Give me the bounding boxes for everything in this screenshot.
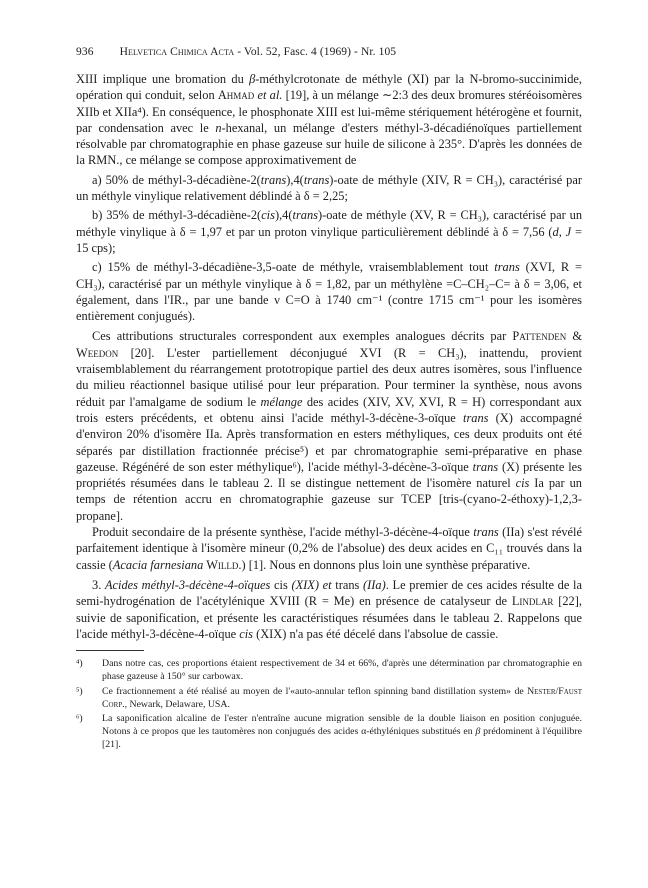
intro-paragraph: XIII implique une bromation du β-méthylcrotonate de méthyle (XI) par la N-bromo-succinimide, opération qui conduit, selon Ahmad et al. [19], à un mélange ∼2:3 des deux bromures stéréoisomères XIIb et XIIa⁴). En conséquence, le phosphonate XIII est lui-même stériquement hétérogène et fournit, par condensation avec le n-hexanal, un mélange d'esters méthyl-3-décadiénoïques partiellement résolvable par chromatographie en phase gazeuse sur huile de silicone à 235°. D'après les données de la RMN., ce mélange se compose approximativement de: [76, 72, 582, 168]
journal-details: - Vol. 52, Fasc. 4 (1969) - Nr. 105: [237, 46, 397, 58]
list-item-c: c) 15% de méthyl-3-décadiène-3,5-oate de méthyle, vraisemblablement tout trans (XVI, R = CH₃), caractérisé par un méthyle vinylique à δ = 1,82, par un méthylène =C–CH₂–C= à δ = 3,06, et également, dans l'IR., par une bande ν C=O à 1740 cm⁻¹ (contre 1715 cm⁻¹ pour les isomères entièrement conjugués).: [76, 260, 582, 324]
paragraph-byproduct: Produit secondaire de la présente synthèse, l'acide méthyl-3-décène-4-oïque trans (IIa) s'est révélé parfaitement identique à l'isomère mineur (0,2% de l'absolue) des deux acides en C₁₁ trouvés dans la cassie (Acacia farnesiana Willd.) [1]. Nous en donnons plus loin une synthèse préparative.: [76, 525, 582, 572]
journal-citation: [120, 46, 397, 58]
list-item-a: a) 50% de méthyl-3-décadiène-2(trans),4(trans)-oate de méthyle (XIV, R = CH₃), caractérisé par un méthyle vinylique relativement déblindé à δ = 2,25;: [76, 172, 582, 204]
article-body: [76, 71, 582, 642]
page-number: 936: [76, 46, 94, 58]
footnotes: [76, 657, 582, 751]
running-header: [76, 46, 582, 58]
footnote-6: ⁶) La saponification alcaline de l'ester n'entraîne aucune migration sensible de la double liaison en position conjuguée. Notons à ce propos que les tautomères non conjugués des acides α-éthyléniques substitués en β prédominent à l'équilibre [21].: [76, 712, 582, 751]
footnote-separator: [76, 650, 144, 651]
list-item-b: b) 35% de méthyl-3-décadiène-2(cis),4(trans)-oate de méthyle (XV, R = CH₃), caractérisé par un méthyle vinylique à δ = 1,97 et par un proton vinylique particulièrement déblindé à δ = 7,56 (d, J = 15 cps);: [76, 208, 583, 255]
paragraph-attributions: Ces attributions structurales correspondent aux exemples analogues décrits par Pattenden & Weedon [20]. L'ester partiellement déconjugué XVI (R = CH₃), inattendu, provient vraisemblablement du réarrangement prototropique partiel des deux autres isomères, sous l'influence du milieu réactionnel basique utilisé pour leur préparation. Pour terminer la synthèse, nous avons réduit par l'amalgame de sodium le mélange des acides (XIV, XV, XVI, R = H) correspondant aux trois esters précédents, et obtenu ainsi l'acide méthyl-3-décène-3-oïque trans (X) accompagné d'environ 20% d'isomère IIa. Après transformation en esters méthyliques, ces deux produits ont été séparés par distillation fractionnée précise⁵) et par chromatographie semi-préparative en phase gazeuse. Régénéré de son ester méthylique⁶), l'acide méthyl-3-décène-3-oïque trans (X) présente les propriétés résumées dans le tableau 2. Il se distingue nettement de l'isomère naturel cis Ia par un temps de rétention accru en chromatographie gazeuse sur TCEP [tris-(cyano-2-éthoxy)-1,2,3-propane].: [76, 329, 582, 523]
footnote-5: ⁵) Ce fractionnement a été réalisé au moyen de l'«auto-annular teflon spinning band distillation system» de Nester/Faust Corp., Newark, Delaware, USA.: [76, 685, 582, 710]
footnote-4: ⁴) Dans notre cas, ces proportions étaient respectivement de 34 et 66%, d'après une détermination par chromatographie en phase gazeuse à 150° sur carbowax.: [76, 658, 582, 683]
author-ahmad: Ahmad: [217, 88, 255, 103]
ester-composition-list: [76, 172, 582, 325]
journal-name: Helvetica Chimica Acta: [119, 46, 235, 58]
author-pattenden-weedon: Pattenden & Weedon: [76, 329, 582, 360]
author-lindlar: Lindlar: [511, 594, 554, 609]
section-3-paragraph: 3. Acides méthyl-3-décène-4-oïques cis (XIX) et trans (IIa). Le premier de ces acides résulte de la semi-hydrogénation de l'acétylénique XVIII (R = Me) en présence de catalyseur de Lindlar [22], suivie de saponification, et présente les caractéristiques résumées dans le tableau 2. Rappelons que l'acide méthyl-3-décène-4-oïque cis (XIX) n'a pas été décelé dans l'absolue de cassie.: [76, 577, 582, 641]
section-3-title: 3. Acides méthyl-3-décène-4-oïques cis (XIX) et trans (IIa): [92, 577, 386, 592]
journal-page: [76, 46, 582, 752]
